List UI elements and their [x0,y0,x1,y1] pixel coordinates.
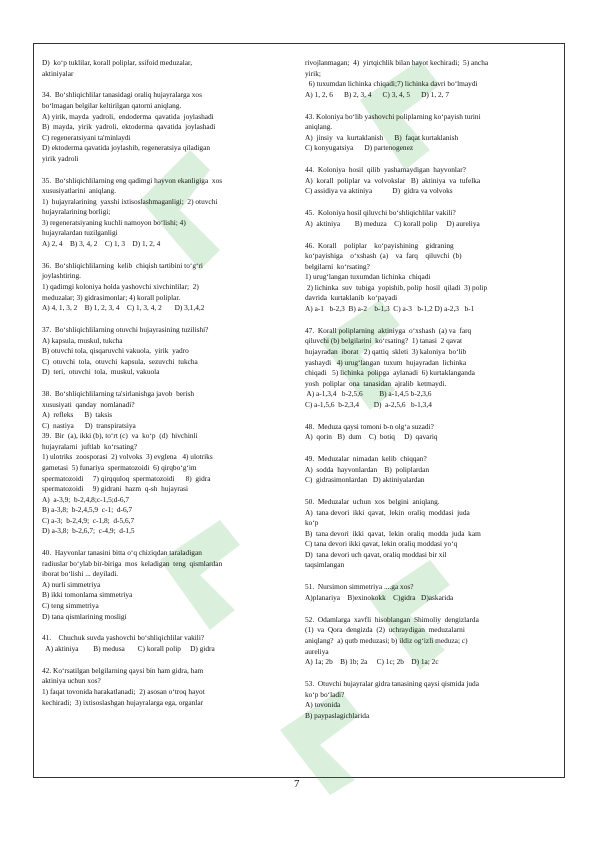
text-line: ko‘payishiga o‘xshash (a) va farq qiluvchi (b) [305,251,462,261]
question-34 [42,90,276,164]
text-line: 46. Korall poliplar ko‘payishining gidraning [305,240,454,250]
text-line: A) jinsiy va kurtaklanish B) faqat kurtaklanish [305,132,459,142]
question-47 [305,326,555,410]
question-40 [42,548,276,622]
text-line: yashaydi 4) urug‘langan tuxum hujayradan lichinka [305,357,467,367]
text-line: 48. Meduza qaysi tomoni b-n olg‘a suzadi? [305,421,434,431]
question-53 [305,679,555,721]
text-line: 1) qadimgi koloniya holda yashovchi xivchinlilar; 2) [42,282,199,292]
text-line: belgilarni ko‘rsating? [305,261,370,271]
text-line: A) 1, 2, 6 B) 2, 3, 4 C) 3, 4, 5 D) 1, 2, 7 [305,89,450,99]
question-37 [42,325,276,378]
text-line: A) 1a; 2b B) 1b; 2a C) 1c; 2b D) 1a; 2c [305,657,439,667]
text-line: qiluvchi (b) belgilarini ko‘rsating? 1) tanasi 2 qavat [305,336,463,346]
text-line: xususiyati qanday nomlanadi? [42,399,135,409]
text-line: aktiniyalar [42,68,74,78]
text-line: A) nurli simmetriya [42,579,101,589]
text-line: kechiradi; 3) ixtisoslashgan hujayralarga ega, organlar [42,697,204,707]
text-line: B) ikki tomonlama simmetriya [42,590,133,600]
text-line: 34. Bo‘shliqichlilar tanasidagi oraliq hujayralarga xos [42,90,202,100]
text-line: C) konyugatsiya D) partenogenez [305,143,414,153]
text-line: 36. Bo‘shliqichlilarning kelib chiqish tartibini to‘g‘ri [42,260,203,270]
text-line: yirik; [305,68,321,78]
question-52 [305,615,555,668]
text-line: D) a-3,8; b-2,6,7; c-4,9; d-1,5 [42,526,135,536]
text-line: 1) hujayralarining yaxshi ixtisoslashmaganligi; 2) otuvchi [42,196,218,206]
text-line: A) aktiniya B) medusa C) korall polip D) gidra [42,643,215,653]
text-line: chiqadi 5) lichinka polipga aylanadi 6) kurtaklanganda [305,368,475,378]
text-line: A) 2, 4 B) 3, 4, 2 C) 1, 3 D) 1, 2, 4 [42,238,161,248]
text-line: hujayralarining borligi; [42,207,111,217]
text-line: 42. Ko‘rsatilgan belgilarning qaysi bin ham gidra, ham [42,665,204,675]
question-41 [42,633,276,654]
text-line: A) 4, 1, 3, 2 B) 1, 2, 3, 4 C) 1, 3, 4, 2 D) 3,1,4,2 [42,303,205,313]
text-line: meduzalar; 3) gidrasimonlar; 4) korall poliplar. [42,292,181,302]
text-line: 47. Korall poliplarning aktiniyga o‘xshash (a) va farq [305,325,472,335]
text-line: B) otuvchi tola, qisqaruvchi vakuola, yirik yadro [42,346,189,356]
text-line: 2) lichinka suv tubiga yopishib, polip hosil qiladi 3) polip [305,282,488,292]
text-line: C) a-1,5,6 b-2,3,4 D) a-2,5,6 b-1,3,4 [305,399,432,409]
text-line: 49. Meduzalar nimadan kelib chiqqan? [305,454,427,464]
text-line: D) ko‘p tuklilar, korall poliplar, ssifoid meduzalar, [42,58,193,67]
question-51 [305,582,555,603]
page-number: 7 [294,778,300,790]
text-line: hujayradan iborat 2) qattiq skleti 3) kaloniya bo‘lib [305,346,467,356]
text-line: A) tana devori ikki qavat, lekin oraliq moddasi juda [305,507,470,517]
text-line: A) tovonida [305,700,341,710]
question-46 [305,241,555,315]
text-line: D) tana devori uch qavat, oraliq moddasi bir xil [305,549,447,559]
text-line: C) regeneratsiyani ta'minlaydi [42,132,131,142]
text-line: taqsimlangan [305,560,345,570]
text-line: 35. Bo‘shliqichlilarning eng qadimgi hayvon ekanligiga xos [42,175,223,185]
text-line: 1) faqat tovonida harakatlanadi; 2) asosan o‘troq hayot [42,687,205,697]
text-line: C) assidiya va aktiniya D) gidra va volvoks [305,186,453,196]
text-line: xususiyatlarini aniqlang. [42,186,117,196]
text-line: B) a-3,8; b-2,4,5,9 c-1; d-6,7 [42,505,133,515]
text-line: A) korall poliplar va volvokslar B) aktiniya va tufelka [305,175,481,185]
text-line: davrida kurtaklanib ko‘payadi [305,293,398,303]
question-50 [305,497,555,571]
text-line: gametasi 5) funariya spermatozoidi 6) qirqbo‘g‘im [42,463,197,472]
text-line: 1) urug‘langan tuxumdan lichinka chiqadi [305,272,431,282]
text-line: bo‘lmagan belgilar keltirilgan qatorni aniqlang. [42,101,182,111]
text-line: 6) tuxumdan lichinka chiqadi;7) lichinka davri bo‘lmaydi [305,79,478,89]
text-line: C) otuvchi tola, otuvchi kapsula, sezuvchi tukcha [42,356,198,366]
text-line: 53. Otuvchi hujayralar gidra tanasining qaysi qismida juda [305,679,479,688]
text-line: A)planariya B)exinokokk C)gidra D)askarida [305,592,454,602]
right-column [305,58,555,733]
text-line: C) teng simmetriya [42,600,99,610]
question-42-cont [305,58,555,100]
text-line: D) tana qismlarining mosligi [42,611,127,621]
text-line: rivojlanmagan; 4) yirtqichlik bilan hayot kechiradi; 5) ancha [305,58,489,67]
text-line: 1) ulotriks zoosporasi 2) volvoks 3) evglena 4) ulotriks [42,452,213,462]
text-line: C) gidrasimonlardan D) aktiniyalardan [305,475,425,485]
question-42 [42,666,276,708]
text-line: (1) va Qora dengizda (2) uchraydigan meduzalarni [305,625,465,635]
text-line: radiuslar bo‘ylab bir-biriga mos keladigan teng qismlardan [42,558,223,568]
question-36 [42,261,276,314]
question-49 [305,454,555,486]
text-line: C) a-3; b-2,4,9; c-1,8; d-5,6,7 [42,515,135,525]
question-block [42,58,276,79]
text-line: yirik yadroli [42,153,79,163]
left-column [42,58,276,720]
text-line: A) sodda hayvonlardan B) poliplardan [305,464,429,474]
text-line: aniqlang? a) qutb meduzasi; b) ildiz og‘izli meduza; c) [305,635,468,645]
text-line: A) a-3,9; b-2,4,8;c-1,5;d-6,7 [42,494,130,504]
text-line: B) mayda, yirik yadroli, ektoderma qavatida joylashadi [42,122,216,132]
text-line: 51. Nursimon simmetriya ....ga xos? [305,582,414,592]
text-line: 39. Bir (a), ikki (b), to‘rt (c) va ko‘p (d) hivchinli [42,431,198,441]
text-line: A) yirik, mayda yadroli, endoderma qavatida joylashadi [42,111,214,121]
text-line: D) teri, otuvchi tola, muskul, vakuola [42,367,160,377]
text-line: joylashtiring. [42,271,81,281]
text-line: 37. Bo‘shliqichlilarning otuvchi hujayrasining tuzilishi? [42,325,209,335]
text-line: hujayralardan tuzilganligi [42,228,118,238]
text-line: A) a-1 b-2,3 B) a-2 b-1,3 C) a-3 b-1,2 D) a-2,3 b-1 [305,303,475,313]
question-45 [305,208,555,229]
text-line: spermatozoidi 7) qirqquloq spermatozoidi 8) gidra [42,473,211,483]
text-line: ko‘p [305,518,319,528]
text-line: hujayralarni juftlab ko‘rsating? [42,441,138,451]
text-line: B) tana devori ikki qavat, lekin oraliq modda juda kam [305,528,481,538]
text-line: A) refleks B) taksis [42,410,113,420]
text-line: 41. Chuchuk suvda yashovchi bo‘shliqichlilar vakili? [42,633,205,643]
text-line: iborat bo‘lishi ... deyiladi. [42,569,119,579]
question-44 [305,165,555,197]
text-line: 44. Koloniya hosil qilib yashamaydigan hayvonlar? [305,165,466,175]
text-line: 38. Bo‘shliqichlilarning ta'sirlanishga javob berish [42,389,195,399]
question-48 [305,422,555,443]
text-line: 3) regeneratsiyaning kuchli namoyon bo‘lishi; 4) [42,217,186,227]
question-35 [42,176,276,250]
text-line: aktiniya uchun xos? [42,676,101,686]
text-line: aureliya [305,646,329,656]
text-line: B) paypaslagichlarida [305,710,370,720]
text-line: ko‘p bo‘ladi? [305,689,345,699]
question-38-39 [42,389,276,537]
text-line: C) tana devori ikki qavat, lekin oraliq moddasi yo‘q [305,539,458,549]
text-line: 50. Meduzalar uchun xos belgini aniqlang. [305,497,440,507]
text-line: A) aktiniya B) meduza C) korall polip D) aureliya [305,218,480,228]
text-line: D) ektoderma qavatida joylashib, regeneratsiya qiladigan [42,143,211,153]
text-line: C) nastiya D) transpiratsiya [42,420,136,430]
text-line: spermatozoidi 9) gidrani hazm q-sh hujayrasi [42,484,189,494]
text-line: 43. Koloniya bo‘lib yashovchi poliplarning ko‘payish turini [305,111,481,121]
text-line: A) qorin B) dum C) botiq D) qavariq [305,432,438,442]
text-line: A) kapsula, muskul, tukcha [42,335,123,345]
text-line: 45. Koloniya hosil qiluvchi bo‘shliqichlilar vakili? [305,208,456,218]
text-line: yosh poliplar ona tanasidan ajralib ketmaydi. [305,378,447,388]
text-line: A) a-1,3,4 b-2,5,6 B) a-1,4,5 b-2,3,6 [305,389,432,399]
question-43 [305,112,555,154]
text-line: 52. Odamlarga xavfli hisoblangan Shimoliy dengizlarda [305,614,479,624]
text-line: 40. Hayvonlar tanasini bitta o‘q chiziqdan taraladigan [42,548,202,558]
text-line: aniqlang. [305,122,333,132]
